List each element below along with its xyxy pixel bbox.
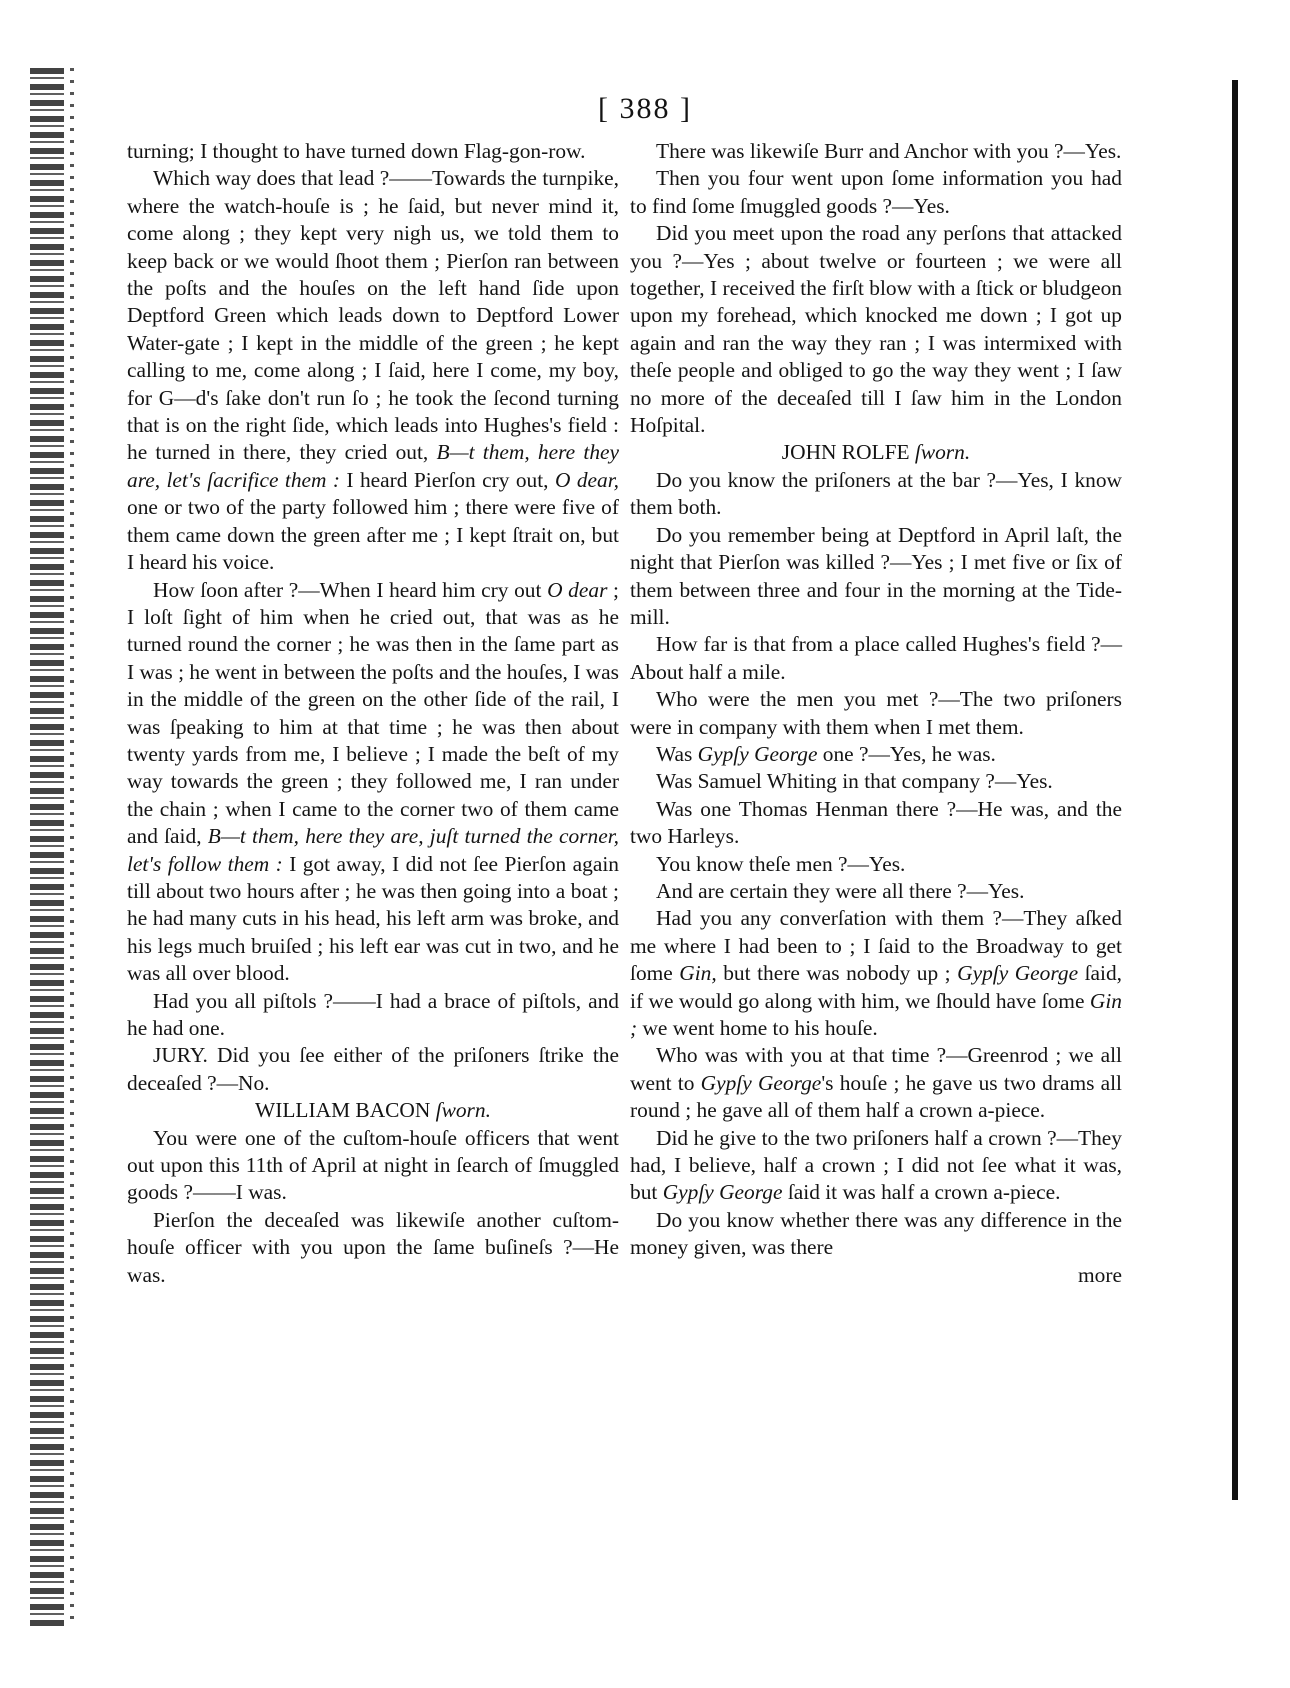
paragraph: Then you four went upon ſome information you had to find ſome ſmuggled goods ?—Yes. xyxy=(630,166,1122,218)
paragraph: Do you know whether there was any difference in the money given, was there xyxy=(630,1207,1122,1260)
paragraph: JURY. Did you ſee either of the priſoners ſtrike the deceaſed ?—No. xyxy=(127,1043,619,1095)
italic-text: Gypſy George xyxy=(662,1180,783,1205)
paragraph xyxy=(630,1042,1122,1124)
page-number: [ 388 ] xyxy=(598,92,692,125)
italic-text: B—t them, here they are, let's ſacrifice them : xyxy=(127,440,620,492)
page-scan-edge-left xyxy=(30,68,64,1628)
paragraph: How far is that from a place called Hughes's field ?—About half a mile. xyxy=(630,632,1122,684)
italic-text: Gin ; xyxy=(630,988,1122,1040)
text-run: ſaid, if we would go along with him, we ſhould have ſome xyxy=(630,961,1122,1013)
text-run: ſaid it was half a crown a-piece. xyxy=(782,1180,1061,1205)
italic-text: B—t them, here they are, juſt turned the corner, let's follow them : xyxy=(127,824,619,876)
paragraph xyxy=(630,905,1122,1042)
paragraph: Pierſon the deceaſed was likewiſe another cuſtom-houſe officer with you upon the ſame buſineſs ?—He was. xyxy=(127,1207,619,1287)
italic-text: Gin, xyxy=(679,961,717,986)
sworn-label: ſworn. xyxy=(914,440,971,465)
italic-text: O dear, xyxy=(554,467,620,492)
paragraph: Was Samuel Whiting in that company ?—Yes. xyxy=(656,769,1053,794)
paragraph: You know theſe men ?—Yes. xyxy=(656,851,906,876)
text-run: one ?—Yes, he was. xyxy=(817,741,996,766)
text-run: Who was with you at that time ?—Greenrod ; we all went to xyxy=(630,1043,1122,1095)
right-column xyxy=(630,138,1122,1289)
catchword: more xyxy=(1078,1262,1122,1287)
paragraph: Had you all piſtols ?——I had a brace of piſtols, and he had one. xyxy=(127,988,619,1040)
paragraph: Did you meet upon the road any perſons that attacked you ?—Yes ; about twelve or fourteen ; we were all together, I received the firſt blow with a ſtick or bludgeon upon my forehead, which knocked me down ; I got up again and ran the way they ran ; I was intermixed with theſe people and obliged to go the way they went ; I ſaw no more of the deceaſed till I ſaw him in the London Hoſpital. xyxy=(630,221,1122,438)
witness-name: WILLIAM BACON xyxy=(255,1098,436,1123)
witness-heading xyxy=(127,1097,619,1124)
witness-heading xyxy=(630,439,1122,466)
left-column xyxy=(127,138,619,1289)
text-run: Was xyxy=(656,741,698,766)
italic-text: Gypſy George xyxy=(957,961,1079,986)
text-run: ; I loſt ſight of him when he cried out, that was as he turned round the corner ; he was then in the ſame part as I was ; he went in between the poſts and the houſes, I was in the middle of the green on the other ſide of the rail, I was ſpeaking to him at that time ; he was then about twenty yards from me, I believe ; I made the beſt of my way towards the green ; they followed me, I ran under the chain ; when I came to the corner two of them came and ſaid, xyxy=(127,577,619,849)
paragraph: You were one of the cuſtom-houſe officers that went out upon this 11th of April at night in ſearch of ſmuggled goods ?——I was. xyxy=(127,1125,619,1205)
paragraph: Do you remember being at Deptford in April laſt, the night that Pierſon was killed ?—Yes ; I met five or ſix of them between three and four in the morning at the Tide-mill. xyxy=(630,522,1122,629)
text-run: I heard Pierſon cry out, xyxy=(340,467,555,492)
italic-text: O dear xyxy=(547,577,608,602)
text-run: I got away, I did not ſee Pierſon again till about two hours after ; he was then going into a boat ; he had many cuts in his head, his left arm was broke, and his legs much bruiſed ; his left ear was cut in two, and he was all over blood. xyxy=(127,851,620,986)
text-run: one or two of the party followed him ; there were five of them came down the green after me ; I kept ſtrait on, but I heard his voice. xyxy=(127,495,619,575)
paragraph: Who were the men you met ?—The two priſoners were in company with them when I met them. xyxy=(630,687,1122,739)
paragraph xyxy=(630,741,1122,768)
italic-text: Gypſy George xyxy=(700,1070,822,1095)
paragraph: turning; I thought to have turned down Flag-gon-row. xyxy=(127,139,586,163)
text-run: Did he give to the two priſoners half a crown ?—They had, I believe, half a crown ; I did not ſee what it was, but xyxy=(630,1125,1122,1205)
text-run: Which way does that lead ?——Towards the turnpike, where the watch-houſe is ; he ſaid, but never mind it, come along ; they kept very nigh us, we told them to keep back or we would ſhoot them ; Pierſon ran between the poſts and the houſes on the left hand ſide upon Deptford Green which leads down to Deptford Lower Water-gate ; I kept in the middle of the green ; he kept calling to me, come along ; I ſaid, here I come, my boy, for G—d's ſake don't run ſo ; he took the ſecond turning that is on the right ſide, which leads into Hughes's field : he turned in there, they cried out, xyxy=(127,166,619,465)
page-scan-edge-left-inner xyxy=(70,68,74,1628)
paragraph: And are certain they were all there ?—Yes. xyxy=(656,878,1025,903)
paragraph xyxy=(127,165,619,576)
text-run: How ſoon after ?—When I heard him cry out xyxy=(153,577,548,602)
paragraph: There was likewiſe Burr and Anchor with you ?—Yes. xyxy=(656,139,1122,163)
paragraph xyxy=(630,1125,1122,1207)
paragraph xyxy=(127,577,619,988)
text-run: 's houſe ; he gave us two drams all round ; he gave all of them half a crown a-piece. xyxy=(630,1070,1122,1123)
witness-name: JOHN ROLFE xyxy=(781,440,915,465)
paragraph: Was one Thomas Henman there ?—He was, and the two Harleys. xyxy=(630,796,1122,849)
paragraph: Do you know the priſoners at the bar ?—Yes, I know them both. xyxy=(630,467,1122,520)
page-scan-edge-right xyxy=(1232,80,1238,1500)
sworn-label: ſworn. xyxy=(435,1098,491,1123)
italic-text: Gypſy George xyxy=(697,741,818,766)
text-run: but there was nobody up ; xyxy=(716,961,958,986)
text-run: Had you any converſation with them ?—They aſked me where I had been to ; I ſaid to the Broadway to get ſome xyxy=(630,906,1122,986)
text-run: we went home to his houſe. xyxy=(637,1016,878,1040)
